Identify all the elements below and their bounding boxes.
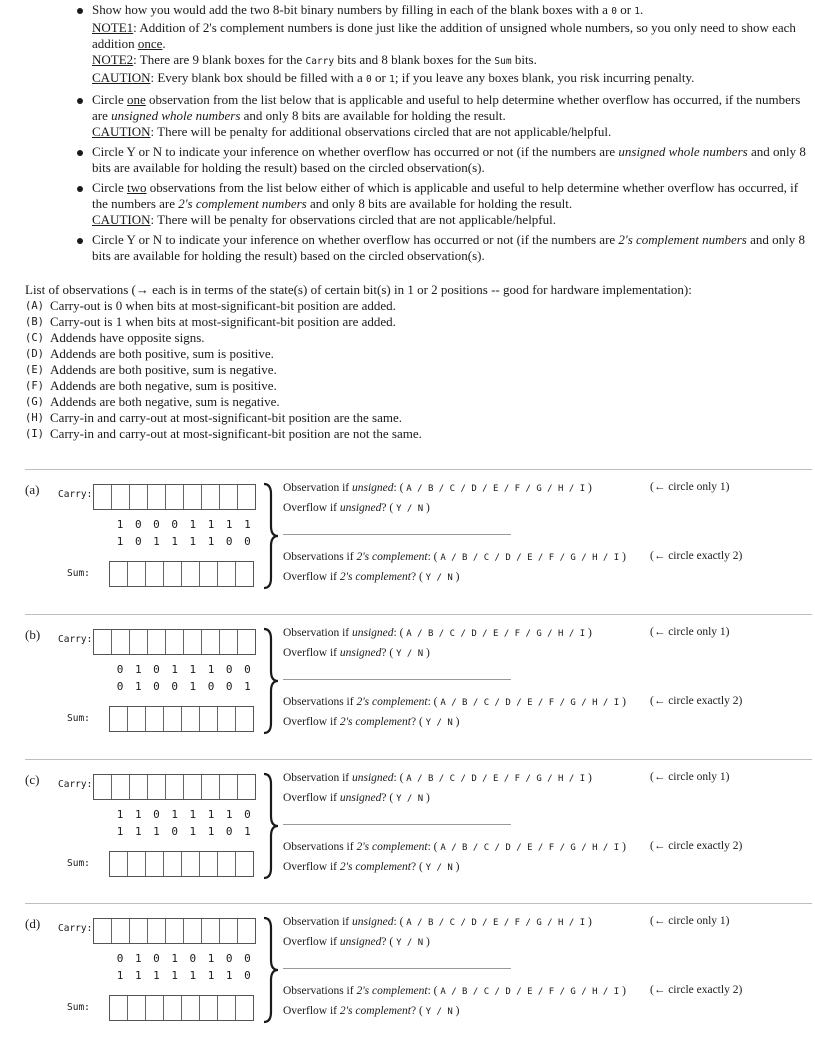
- sum-box[interactable]: [218, 996, 236, 1020]
- carry-box[interactable]: [166, 919, 184, 943]
- overflow-unsigned-row: Overflow if unsigned? ( Y / N ): [283, 936, 430, 948]
- carry-label: Carry:: [58, 779, 93, 790]
- observation-2c-row: Observations if 2's complement: ( A / B / C / D / E / F / G / H / I ): [283, 696, 626, 708]
- addend-2: 1 1 1 0 1 1 0 1: [116, 825, 251, 838]
- carry-box[interactable]: [94, 919, 112, 943]
- carry-box[interactable]: [148, 485, 166, 509]
- hint-circle-two: (← circle exactly 2): [650, 840, 743, 852]
- observation-item-e: (E) Addends are both positive, sum is negative.: [25, 362, 277, 377]
- observation-2c-row: Observations if 2's complement: ( A / B / C / D / E / F / G / H / I ): [283, 985, 626, 997]
- sum-box[interactable]: [182, 562, 200, 586]
- observation-item-b: (B) Carry-out is 1 when bits at most-significant-bit position are added.: [25, 314, 396, 329]
- carry-boxes: [93, 484, 256, 510]
- addend-1: 1 0 0 0 1 1 1 1: [116, 518, 251, 531]
- hint-circle-two: (← circle exactly 2): [650, 550, 743, 562]
- divider-line: [283, 968, 511, 969]
- sum-box[interactable]: [182, 852, 200, 876]
- carry-box[interactable]: [220, 775, 238, 799]
- overflow-2c-yn[interactable]: Y / N: [425, 1007, 453, 1017]
- overflow-2c-yn[interactable]: Y / N: [425, 863, 453, 873]
- carry-box[interactable]: [166, 775, 184, 799]
- sum-box[interactable]: [200, 562, 218, 586]
- carry-box[interactable]: [238, 775, 255, 799]
- carry-box[interactable]: [112, 630, 130, 654]
- right-brace-icon: [262, 627, 280, 735]
- observation-unsigned-row: Observation if unsigned: ( A / B / C / D / E / F / G / H / I ): [283, 772, 592, 784]
- observation-list-header: List of observations (→ each is in terms of the state(s) of certain bit(s) in 1 or 2 positions -- good for hardware implementation):: [25, 282, 692, 297]
- observation-item-g: (G) Addends are both negative, sum is negative.: [25, 394, 280, 409]
- carry-box[interactable]: [166, 485, 184, 509]
- carry-box[interactable]: [202, 485, 220, 509]
- divider-line: [283, 534, 511, 535]
- sum-box[interactable]: [146, 852, 164, 876]
- sum-box[interactable]: [218, 707, 236, 731]
- observation-item-c: (C) Addends have opposite signs.: [25, 330, 205, 345]
- problem-section-d: [0, 903, 815, 1048]
- right-brace-icon: [262, 772, 280, 880]
- right-brace-icon: [262, 482, 280, 590]
- caution-label: CAUTION: [92, 212, 151, 227]
- carry-box[interactable]: [130, 919, 148, 943]
- observation-2c-row: Observations if 2's complement: ( A / B / C / D / E / F / G / H / I ): [283, 551, 626, 563]
- overflow-2c-row: Overflow if 2's complement? ( Y / N ): [283, 571, 460, 583]
- sum-box[interactable]: [146, 562, 164, 586]
- section-divider: [25, 759, 812, 760]
- carry-boxes: [93, 918, 256, 944]
- sum-box[interactable]: [110, 996, 128, 1020]
- carry-box[interactable]: [94, 630, 112, 654]
- section-divider: [25, 469, 812, 470]
- sum-box[interactable]: [164, 996, 182, 1020]
- instruction-bullet-5: Circle Y or N to indicate your inference on whether overflow has occurred or not (if the numbers are 2's complement numbers and only 8 bits are available for holding the result) based on the circled observation(s).: [76, 232, 806, 264]
- observation-list: [25, 282, 805, 442]
- carry-label: Carry:: [58, 923, 93, 934]
- observation-2c-options[interactable]: A / B / C / D / E / F / G / H / I: [440, 698, 620, 708]
- instruction-bullet-4: Circle two observations from the list below either of which is applicable and useful to help determine whether overflow has occurred, if the numbers are 2's complement numbers and only 8 bits are available for holding the result. CAUTION: There will be penalty for observations circled that are not applicable/helpful.: [76, 180, 806, 228]
- sum-box[interactable]: [218, 852, 236, 876]
- carry-box[interactable]: [238, 919, 255, 943]
- carry-box[interactable]: [130, 775, 148, 799]
- instruction-bullet-1: Show how you would add the two 8-bit binary numbers by filling in each of the blank boxes with a 0 or 1. NOTE1: Addition of 2's complement numbers is done just like the addition of unsigned whole numbers, so you only need to show each addition once. NOTE2: There are 9 blank boxes for the Carry bits and 8 blank boxes for the Sum bits. CAUTION: Every blank box should be filled with a 0 or 1; if you leave any boxes blank, you risk incurring penalty.: [76, 2, 806, 88]
- problem-label: (b): [25, 627, 41, 642]
- carry-box[interactable]: [112, 919, 130, 943]
- carry-box[interactable]: [184, 775, 202, 799]
- observation-unsigned-row: Observation if unsigned: ( A / B / C / D / E / F / G / H / I ): [283, 916, 592, 928]
- observation-unsigned-options[interactable]: A / B / C / D / E / F / G / H / I: [406, 484, 586, 494]
- addend-2: 0 1 0 0 1 0 0 1: [116, 680, 251, 693]
- problem-section-a: [0, 469, 815, 614]
- sum-label: Sum:: [67, 1002, 90, 1013]
- overflow-unsigned-yn[interactable]: Y / N: [396, 938, 424, 948]
- hint-circle-one: (← circle only 1): [650, 626, 730, 638]
- carry-box[interactable]: [112, 485, 130, 509]
- overflow-unsigned-row: Overflow if unsigned? ( Y / N ): [283, 647, 430, 659]
- hint-circle-one: (← circle only 1): [650, 771, 730, 783]
- observation-2c-row: Observations if 2's complement: ( A / B / C / D / E / F / G / H / I ): [283, 841, 626, 853]
- carry-box[interactable]: [130, 630, 148, 654]
- carry-box[interactable]: [220, 919, 238, 943]
- caution-label: CAUTION: [92, 70, 151, 85]
- sum-boxes: [109, 995, 254, 1021]
- carry-box[interactable]: [220, 485, 238, 509]
- observation-unsigned-options[interactable]: A / B / C / D / E / F / G / H / I: [406, 629, 586, 639]
- sum-box[interactable]: [182, 707, 200, 731]
- sum-box[interactable]: [110, 562, 128, 586]
- sum-box[interactable]: [200, 852, 218, 876]
- carry-label: Carry:: [58, 634, 93, 645]
- observation-unsigned-row: Observation if unsigned: ( A / B / C / D / E / F / G / H / I ): [283, 627, 592, 639]
- sum-box[interactable]: [146, 707, 164, 731]
- carry-boxes: [93, 629, 256, 655]
- observation-unsigned-options[interactable]: A / B / C / D / E / F / G / H / I: [406, 774, 586, 784]
- carry-box[interactable]: [130, 485, 148, 509]
- problem-label: (c): [25, 772, 40, 787]
- addend-2: 1 1 1 1 1 1 1 0: [116, 969, 251, 982]
- addend-1: 0 1 0 1 1 1 0 0: [116, 663, 251, 676]
- observation-2c-options[interactable]: A / B / C / D / E / F / G / H / I: [440, 553, 620, 563]
- carry-box[interactable]: [148, 919, 166, 943]
- sum-box[interactable]: [236, 996, 253, 1020]
- sum-box[interactable]: [128, 852, 146, 876]
- problem-label: (d): [25, 916, 41, 931]
- caution-label: CAUTION: [92, 124, 151, 139]
- observation-2c-options[interactable]: A / B / C / D / E / F / G / H / I: [440, 987, 620, 997]
- sum-box[interactable]: [128, 562, 146, 586]
- hint-circle-two: (← circle exactly 2): [650, 695, 743, 707]
- addend-2: 1 0 1 1 1 1 0 0: [116, 535, 251, 548]
- divider-line: [283, 679, 511, 680]
- observation-item-a: (A) Carry-out is 0 when bits at most-significant-bit position are added.: [25, 298, 396, 313]
- instruction-bullet-2: Circle one observation from the list below that is applicable and useful to help determine whether overflow has occurred, if the numbers are unsigned whole numbers and only 8 bits are available for holding the result. CAUTION: There will be penalty for additional observations circled that are not applicable/helpful.: [76, 92, 806, 140]
- carry-box[interactable]: [202, 775, 220, 799]
- sum-box[interactable]: [236, 707, 253, 731]
- carry-box[interactable]: [148, 775, 166, 799]
- observation-2c-options[interactable]: A / B / C / D / E / F / G / H / I: [440, 843, 620, 853]
- overflow-unsigned-row: Overflow if unsigned? ( Y / N ): [283, 502, 430, 514]
- carry-box[interactable]: [148, 630, 166, 654]
- carry-box[interactable]: [112, 775, 130, 799]
- carry-box[interactable]: [166, 630, 184, 654]
- sum-box[interactable]: [146, 996, 164, 1020]
- carry-boxes: [93, 774, 256, 800]
- instructions: [76, 2, 806, 268]
- carry-box[interactable]: [238, 485, 255, 509]
- sum-box[interactable]: [128, 707, 146, 731]
- sum-boxes: [109, 561, 254, 587]
- carry-box[interactable]: [94, 775, 112, 799]
- carry-label: Carry:: [58, 489, 93, 500]
- sum-box[interactable]: [200, 707, 218, 731]
- overflow-2c-row: Overflow if 2's complement? ( Y / N ): [283, 1005, 460, 1017]
- divider-line: [283, 824, 511, 825]
- overflow-unsigned-row: Overflow if unsigned? ( Y / N ): [283, 792, 430, 804]
- carry-box[interactable]: [238, 630, 255, 654]
- addend-1: 0 1 0 1 0 1 0 0: [116, 952, 251, 965]
- observation-unsigned-row: Observation if unsigned: ( A / B / C / D / E / F / G / H / I ): [283, 482, 592, 494]
- sum-box[interactable]: [110, 707, 128, 731]
- sum-boxes: [109, 706, 254, 732]
- sum-box[interactable]: [128, 996, 146, 1020]
- right-brace-icon: [262, 916, 280, 1024]
- overflow-unsigned-yn[interactable]: Y / N: [396, 649, 424, 659]
- problem-section-b: [0, 614, 815, 759]
- carry-box[interactable]: [220, 630, 238, 654]
- section-divider: [25, 903, 812, 904]
- sum-box[interactable]: [164, 562, 182, 586]
- overflow-2c-row: Overflow if 2's complement? ( Y / N ): [283, 716, 460, 728]
- observation-item-i: (I) Carry-in and carry-out at most-significant-bit position are not the same.: [25, 426, 422, 441]
- sum-box[interactable]: [110, 852, 128, 876]
- sum-box[interactable]: [218, 562, 236, 586]
- sum-label: Sum:: [67, 713, 90, 724]
- overflow-2c-yn[interactable]: Y / N: [425, 718, 453, 728]
- carry-box[interactable]: [184, 919, 202, 943]
- sum-boxes: [109, 851, 254, 877]
- overflow-2c-row: Overflow if 2's complement? ( Y / N ): [283, 861, 460, 873]
- sum-box[interactable]: [164, 707, 182, 731]
- observation-item-h: (H) Carry-in and carry-out at most-significant-bit position are the same.: [25, 410, 402, 425]
- instruction-bullet-3: Circle Y or N to indicate your inference on whether overflow has occurred or not (if the numbers are unsigned whole numbers and only 8 bits are available for holding the result) based on the circled observation(s).: [76, 144, 806, 176]
- hint-circle-one: (← circle only 1): [650, 915, 730, 927]
- sum-box[interactable]: [164, 852, 182, 876]
- carry-box[interactable]: [202, 919, 220, 943]
- hint-circle-two: (← circle exactly 2): [650, 984, 743, 996]
- sum-box[interactable]: [182, 996, 200, 1020]
- overflow-unsigned-yn[interactable]: Y / N: [396, 794, 424, 804]
- overflow-unsigned-yn[interactable]: Y / N: [396, 504, 424, 514]
- sum-box[interactable]: [200, 996, 218, 1020]
- overflow-2c-yn[interactable]: Y / N: [425, 573, 453, 583]
- problem-label: (a): [25, 482, 40, 497]
- observation-item-d: (D) Addends are both positive, sum is positive.: [25, 346, 274, 361]
- note1-label: NOTE1: [92, 20, 134, 35]
- sum-label: Sum:: [67, 568, 90, 579]
- sum-box[interactable]: [236, 852, 253, 876]
- observation-unsigned-options[interactable]: A / B / C / D / E / F / G / H / I: [406, 918, 586, 928]
- carry-box[interactable]: [202, 630, 220, 654]
- carry-box[interactable]: [184, 485, 202, 509]
- observation-item-f: (F) Addends are both negative, sum is positive.: [25, 378, 277, 393]
- sum-box[interactable]: [236, 562, 253, 586]
- carry-box[interactable]: [184, 630, 202, 654]
- sum-label: Sum:: [67, 858, 90, 869]
- section-divider: [25, 614, 812, 615]
- addend-1: 1 1 0 1 1 1 1 0: [116, 808, 251, 821]
- hint-circle-one: (← circle only 1): [650, 481, 730, 493]
- problem-section-c: [0, 759, 815, 904]
- carry-box[interactable]: [94, 485, 112, 509]
- note2-label: NOTE2: [92, 52, 134, 67]
